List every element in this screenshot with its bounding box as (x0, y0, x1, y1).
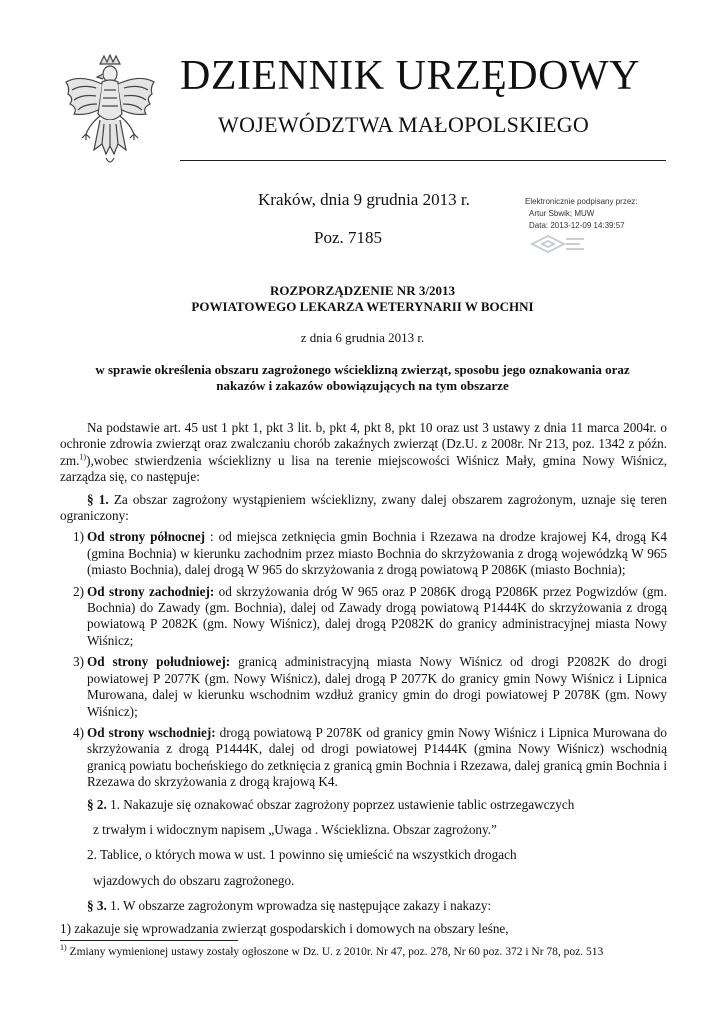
item-label: Od strony zachodniej: (87, 583, 215, 599)
footnote-number: 1) (60, 943, 67, 953)
subject-line-1: w sprawie określenia obszaru zagrożonego wścieklizną zwierząt, sposobu jego oznakowania oraz (95, 362, 630, 377)
item-number: 3) (73, 654, 84, 670)
item-description: granicą administracyjną miasta Nowy Wiśnicz od drogi P2082K do drogi powiatowej P 2077K (gm. Nowy Wiśnicz), dalej drogą P 2077K do granicy gmin Nowy Wiśnicz i Lipnica Murowana, dalej w kierunku wschodnim wzdłuż granicy gmin do drogi powiatowej P 2078K (gm. Nowy Wiśnicz); (87, 654, 667, 719)
position-number: Poz. 7185 (314, 228, 382, 247)
item-label: Od strony północnej (87, 529, 206, 545)
section-2 (60, 797, 667, 813)
signature-stamp-icon (528, 233, 588, 255)
section-3-text: 1. W obszarze zagrożonym wprowadza się następujące zakazy i nakazy: (106, 898, 492, 914)
place-date: Kraków, dnia 9 grudnia 2013 r. (258, 190, 470, 209)
item-description: : od miejsca zetknięcia gmin Bochnia i Rzezawa na drodze krajowej K4, drogą K4 (gmina Bochnia) w kierunku zachodnim przez miasto Bochnia do skrzyżowania z drogą wojewódzką W 965 (miasto Bochnia), dalej drogą W 965 do skrzyżowania z drogą powiatową P 2086K (miasto Bochnia); (87, 529, 667, 578)
section-3 (60, 898, 667, 914)
subject-line-2: nakazów i zakazów obowiązujących na tym obszarze (216, 378, 509, 393)
footnote-text: Zmiany wymienionej ustawy zostały ogłoszone w Dz. U. z 2010r. Nr 47, poz. 278, Nr 60 poz. 372 i Nr 78, poz. 513 (66, 946, 604, 958)
journal-title: DZIENNIK URZĘDOWY (180, 53, 640, 99)
item-description: od skrzyżowania dróg W 965 oraz P 2086K drogą P2086K przez Pogwizdów (gm. Bochnia) do Zawady (gm. Bochnia), dalej od Zawady drogą powiatową P1444K do skrzyżowania z drogą powiatową P 2082K (gm. Nowy Wiśnicz), dalej drogą P2082K do granicy administracyjnej miasta Nowy Wiśnicz; (87, 583, 667, 648)
signature-line-1: Elektronicznie podpisany przez: (525, 197, 638, 206)
preamble-text-b: ),wobec stwierdzenia wścieklizny u lisa na terenie miejscowości Wiśnicz Mały, gmina Nowy Wiśnicz, zarządza się, co następuje: (60, 452, 667, 485)
section-1-label: § 1. (87, 491, 109, 507)
issuing-authority: POWIATOWEGO LEKARZA WETERYNARII W BOCHNI (191, 299, 534, 314)
signature-line-2: Artur Sbwik; MUW (529, 209, 595, 218)
boundary-item-south (60, 654, 667, 720)
item-text (87, 725, 667, 791)
section-3-label: § 3. (87, 898, 107, 914)
footnote-ref: 1) (79, 452, 87, 462)
item-label: Od strony południowej: (87, 654, 231, 670)
section-2-paragraph-2: 2. Tablice, o których mowa w ust. 1 powinno się umieścić na wszystkich drogach (87, 847, 517, 863)
signature-line-3: Data: 2013-12-09 14:39:57 (529, 221, 625, 230)
item-text (87, 529, 667, 578)
item-text (87, 654, 667, 720)
section-2-paragraph-2-continuation: wjazdowych do obszaru zagrożonego. (93, 872, 295, 888)
boundary-item-east (60, 725, 667, 791)
section-2-text: 1. Nakazuje się oznakować obszar zagrożony poprzez ustawienie tablic ostrzegawczych (106, 796, 575, 812)
eagle-emblem-icon (60, 54, 160, 172)
section-1-text: Za obszar zagrożony wystąpieniem wścieklizny, zwany dalej obszarem zagrożonym, uznaje się teren ograniczony: (60, 491, 668, 524)
electronic-signature (525, 196, 675, 232)
journal-subtitle: WOJEWÓDZTWA MAŁOPOLSKIEGO (218, 112, 590, 137)
footnote (60, 943, 604, 958)
regulation-body (60, 420, 667, 937)
regulation-title: ROZPORZĄDZENIE NR 3/2013 (270, 283, 455, 298)
section-2-continuation: z trwałym i widocznym napisem „Uwaga . Wścieklizna. Obszar zagrożony.” (93, 821, 497, 837)
item-number: 2) (73, 583, 84, 599)
regulation-date: z dnia 6 grudnia 2013 r. (300, 330, 425, 345)
item-text (87, 584, 667, 650)
item-number: 1) (73, 529, 84, 545)
header-rule (180, 160, 666, 161)
regulation-subject (60, 362, 665, 394)
section-2-label: § 2. (87, 796, 107, 812)
preamble (60, 420, 667, 486)
section-3-item-1: 1) zakazuje się wprowadzania zwierząt gospodarskich i domowych na obszary leśne, (60, 920, 509, 936)
item-label: Od strony wschodniej: (87, 724, 216, 740)
boundary-item-west (60, 584, 667, 650)
boundary-item-north (60, 529, 667, 578)
footnote-rule (60, 940, 238, 941)
section-1 (60, 492, 667, 525)
item-number: 4) (73, 724, 84, 740)
item-description: drogą powiatową P 2078K od granicy gmin Nowy Wiśnicz i Lipnica Murowana do skrzyżowania z drogą P1444K, dalej od drogi powiatowej P1444K (gmina Nowy Wiśnicz) wschodnią granicą powiatu bocheńskiego do zetknięcia z granicą gmin Bochnia i Rzezawa, dalej granicą gmin Bochnia i Rzezawa do skrzyżowania z drogą krajową K4. (87, 724, 667, 790)
preamble-text-a: Na podstawie art. 45 ust 1 pkt 1, pkt 3 lit. b, pkt 4, pkt 8, pkt 10 oraz ust 3 ustawy z dnia 11 marca 2004r. o ochronie zdrowia zwierząt oraz zwalczaniu chorób zakaźnych zwierząt (Dz.U. z 2008r. Nr 213, poz. 1342 z późn. zm. (60, 420, 667, 468)
